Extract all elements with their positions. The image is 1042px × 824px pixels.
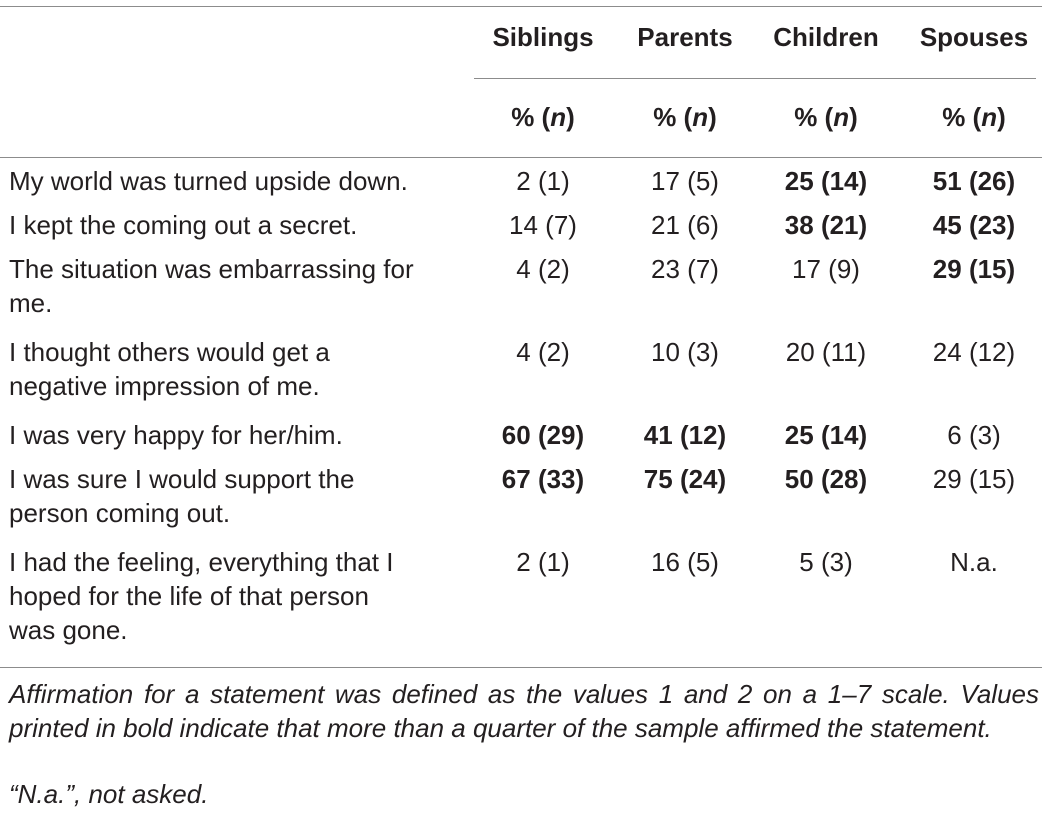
column-header-spouses: Spouses [919, 22, 1029, 52]
footnote-affirmation: Affirmation for a statement was defined as the values 1 and 2 on a 1–7 scale. Values printed in bold indicate that more than a quarter of the sample affirmed the statement. [9, 679, 1039, 743]
cell-spouses: 45 (23) [932, 210, 1016, 240]
row-label [9, 208, 459, 242]
cell-spouses: 29 (15) [932, 254, 1016, 284]
subheader-children: % (n) [794, 102, 858, 132]
cell-spouses: 24 (12) [932, 337, 1016, 367]
footnote-not-asked: “N.a.”, not asked. [9, 779, 209, 809]
cell-spouses: 6 (3) [947, 420, 1001, 450]
group-rule [474, 78, 1036, 79]
cell-parents: 23 (7) [651, 254, 719, 284]
cell-children: 50 (28) [784, 464, 868, 494]
row-label-line: The situation was embarrassing for [9, 254, 414, 284]
row-label-line: I was very happy for her/him. [9, 420, 343, 450]
cell-siblings: 2 (1) [516, 166, 570, 196]
bottom-rule [0, 667, 1042, 668]
row-label-line: me. [9, 288, 53, 318]
cell-siblings: 67 (33) [501, 464, 585, 494]
cell-children: 25 (14) [784, 420, 868, 450]
cell-parents: 16 (5) [651, 547, 719, 577]
row-label [9, 164, 459, 198]
cell-parents: 41 (12) [643, 420, 727, 450]
column-header-parents: Parents [637, 22, 733, 52]
cell-children: 17 (9) [792, 254, 860, 284]
row-label-line: I thought others would get a [9, 337, 330, 367]
cell-siblings: 2 (1) [516, 547, 570, 577]
row-label-line: was gone. [9, 615, 128, 645]
row-label [9, 418, 459, 452]
cell-children: 5 (3) [799, 547, 853, 577]
subheader-siblings: % (n) [511, 102, 575, 132]
cell-spouses: 29 (15) [932, 464, 1016, 494]
top-rule [0, 6, 1042, 7]
subheader-spouses: % (n) [942, 102, 1006, 132]
row-label-line: negative impression of me. [9, 371, 320, 401]
row-label-line: I was sure I would support the [9, 464, 355, 494]
cell-children: 38 (21) [784, 210, 868, 240]
row-label-line: I had the feeling, everything that I [9, 547, 394, 577]
row-label [9, 252, 459, 320]
row-label-line: person coming out. [9, 498, 231, 528]
row-label-line: My world was turned upside down. [9, 166, 408, 196]
subheader-parents: % (n) [653, 102, 717, 132]
cell-siblings: 4 (2) [516, 254, 570, 284]
header-rule [0, 157, 1042, 158]
cell-children: 20 (11) [785, 337, 867, 367]
row-label-line: hoped for the life of that person [9, 581, 369, 611]
column-header-siblings: Siblings [492, 22, 594, 52]
row-label [9, 545, 459, 647]
cell-siblings: 14 (7) [509, 210, 577, 240]
cell-children: 25 (14) [784, 166, 868, 196]
cell-spouses: N.a. [950, 547, 998, 577]
cell-siblings: 4 (2) [516, 337, 570, 367]
row-label-line: I kept the coming out a secret. [9, 210, 358, 240]
cell-parents: 21 (6) [651, 210, 719, 240]
row-label [9, 462, 459, 530]
cell-parents: 75 (24) [643, 464, 727, 494]
cell-spouses: 51 (26) [932, 166, 1016, 196]
cell-parents: 10 (3) [651, 337, 719, 367]
column-header-children: Children [773, 22, 879, 52]
cell-siblings: 60 (29) [501, 420, 585, 450]
row-label [9, 335, 459, 403]
cell-parents: 17 (5) [651, 166, 719, 196]
